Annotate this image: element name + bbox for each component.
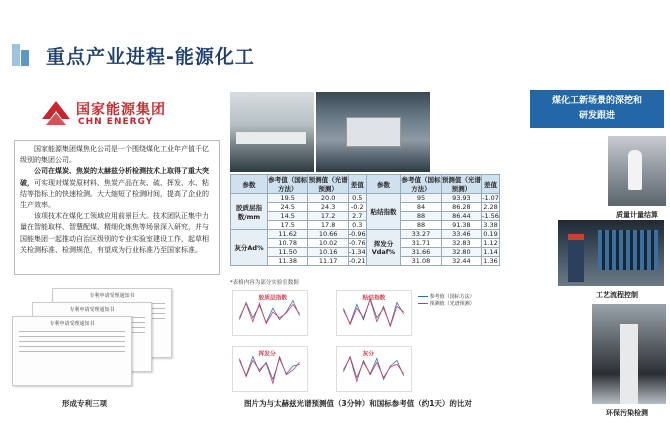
- logo-name-en: CHN ENERGY: [78, 117, 154, 127]
- legend-reference: 参考值（国标方法）: [418, 294, 475, 301]
- table-cell: 31.71: [401, 239, 441, 248]
- chart-caption: 图片为与太赫兹光谱预测值（3分钟）和国标参考值（约1天）的比对: [244, 399, 472, 408]
- right-header-line2: 研发跟进: [578, 111, 615, 121]
- param-cell: 胶质层指数/mm: [231, 194, 268, 230]
- table-cell: 19.5: [267, 194, 307, 203]
- intro-p2-rest: 可实现对煤炭原材料、焦炭产品在灰、硫、挥发、水、粘结等指标上的快速检测。大大缩短了检测时间，提高了企业的生产效率。: [20, 178, 209, 210]
- photo-pollution-detection: [592, 304, 666, 404]
- table-cell: 95: [401, 194, 441, 203]
- chn-energy-logo-icon: [40, 97, 72, 129]
- table-cell: 11.62: [267, 230, 307, 239]
- chart-legend: [418, 294, 475, 308]
- table-cell: 86.44: [441, 212, 481, 221]
- right-column: [510, 90, 666, 436]
- right-header: [530, 90, 664, 128]
- table-cell: 1.14: [483, 248, 498, 256]
- table-row: [231, 230, 500, 239]
- col-param: 参数: [366, 175, 401, 194]
- chart-label: 灰分: [362, 351, 374, 358]
- patent-doc-title: 专利申请受理通知书: [89, 293, 135, 299]
- table-cell: 33.27: [401, 230, 441, 239]
- table-cell: 31.66: [401, 248, 441, 257]
- table-cell: 10.02: [308, 239, 348, 248]
- chart-volatile: [232, 346, 308, 392]
- caption-pollution: 环保污染检测: [606, 409, 648, 417]
- chart-label: 粘结指数: [362, 295, 386, 302]
- patent-doc-1: [12, 316, 132, 386]
- chart-colloid-index: [232, 290, 308, 336]
- table-row: [231, 239, 500, 248]
- table-cell: 17.2: [308, 212, 348, 221]
- table-cell: 91.38: [441, 221, 481, 230]
- table-cell: 33.46: [441, 230, 481, 239]
- top-strip: [0, 0, 670, 14]
- table-cell: 31.08: [401, 257, 441, 266]
- intro-paragraph-3: 该项技术在煤化工领域应用前景巨大。技术团队正集中力量在智能取样、智慧配煤、精细化炼焦等场景深入研究，并与国能集团一起推动自治区级别的专业实验室建设工作，起草相关检测标准、检测规范，有望成为行业标准乃至国家标准。: [20, 212, 209, 254]
- photo-process-control: [558, 220, 664, 286]
- table-cell: 1.12: [483, 239, 498, 247]
- table-cell: 2.7: [348, 212, 366, 221]
- legend-predicted: 预测值（光谱预测）: [418, 301, 475, 308]
- table-cell: 84: [401, 203, 441, 212]
- table-cell: 88: [401, 221, 441, 230]
- table-cell: 88: [401, 212, 441, 221]
- table-cell: -0.96: [348, 230, 366, 238]
- intro-text-box: [14, 140, 220, 275]
- table-cell: 11.17: [308, 257, 348, 266]
- chart-label: 胶质层指数: [258, 295, 288, 302]
- table-cell: 11.38: [267, 257, 307, 266]
- table-cell: 11.50: [267, 248, 307, 257]
- logo-name-cn: 国家能源集团: [76, 102, 166, 118]
- col-param: 参数: [231, 175, 268, 194]
- table-note: *表格内容为部分实验室数据: [230, 280, 299, 286]
- patent-doc-title: 专利申请受理通知书: [69, 307, 115, 313]
- table-cell: 32.83: [441, 239, 481, 248]
- table-row: [231, 203, 500, 212]
- param-cell: 挥发分Vdaf%: [366, 230, 401, 266]
- table-cell: -1.34: [348, 248, 366, 256]
- col-reference: 参考值（国标方法）: [401, 176, 441, 193]
- chart-caking-index: [336, 290, 412, 336]
- comparison-charts: [232, 290, 502, 395]
- lab-photo-bench: [230, 92, 314, 172]
- table-row: [231, 248, 500, 257]
- col-reference: 参考值（国标方法）: [268, 176, 308, 193]
- caption-process: 工艺流程控制: [596, 291, 638, 299]
- table-cell: 3.38: [483, 221, 498, 229]
- patent-caption: 形成专利三项: [62, 399, 107, 408]
- table-row: [231, 257, 500, 266]
- table-cell: 0.19: [483, 230, 498, 238]
- table-cell: -0.76: [348, 239, 366, 247]
- title-accent-bar: [12, 44, 32, 66]
- company-logo: [40, 95, 200, 135]
- chart-ash: [336, 346, 412, 392]
- table-cell: 2.28: [483, 203, 498, 211]
- param-cell: 粘结指数: [366, 194, 401, 230]
- table-cell: 86.28: [441, 203, 481, 212]
- table-cell: -1.56: [482, 212, 499, 220]
- col-diff: 差值: [348, 175, 366, 194]
- patent-documents: [12, 288, 182, 408]
- table-cell: 10.66: [308, 230, 348, 239]
- table-cell: 10.16: [308, 248, 348, 257]
- table-cell: 93.93: [441, 194, 481, 203]
- table-cell: 10.78: [267, 239, 307, 248]
- table-cell: 17.5: [267, 221, 307, 230]
- photo-quality-measurement: [608, 136, 666, 206]
- table-cell: 32.44: [441, 257, 481, 266]
- comparison-table: [230, 174, 500, 276]
- intro-paragraph-1: 国家能源集团煤焦化公司是一个围绕煤化工业年产值千亿级别的集团公司。: [20, 145, 209, 165]
- table-cell: 0.5: [348, 194, 366, 203]
- table-row: [231, 221, 500, 230]
- table-cell: 0.3: [348, 221, 366, 230]
- table-cell: 24.3: [308, 203, 348, 212]
- table-cell: 20.0: [308, 194, 348, 203]
- intro-paragraph-2: [20, 166, 214, 211]
- page-title: 重点产业进程-能源化工: [46, 46, 255, 68]
- table-cell: 17.8: [308, 221, 348, 230]
- table-cell: 1.36: [483, 257, 498, 265]
- table-cell: -1.07: [482, 194, 499, 202]
- lab-photo-instrument: [316, 92, 430, 172]
- table-cell: -0.2: [348, 203, 366, 212]
- right-header-line1: 煤化工新场景的深挖和: [551, 96, 642, 106]
- table-cell: 14.5: [267, 212, 307, 221]
- col-predicted: 预测值（光谱预测）: [308, 176, 348, 193]
- table-row: [231, 194, 500, 203]
- table-cell: -0.21: [348, 257, 366, 265]
- table-row: [231, 212, 500, 221]
- table-cell: 24.5: [267, 203, 307, 212]
- intro-highlight: 公司在煤炭、焦炭的太赫兹分析检测技术上取得了重大突破，: [20, 167, 209, 187]
- chart-label: 挥发分: [258, 351, 276, 358]
- table-cell: 32.80: [441, 248, 481, 257]
- caption-quality: 质量计量结算: [616, 211, 658, 219]
- param-cell: 灰分Ad%: [231, 230, 268, 266]
- col-diff: 差值: [482, 175, 500, 194]
- col-predicted: 预测值（光谱预测）: [441, 176, 481, 193]
- patent-doc-title: 专利申请受理通知书: [49, 321, 95, 327]
